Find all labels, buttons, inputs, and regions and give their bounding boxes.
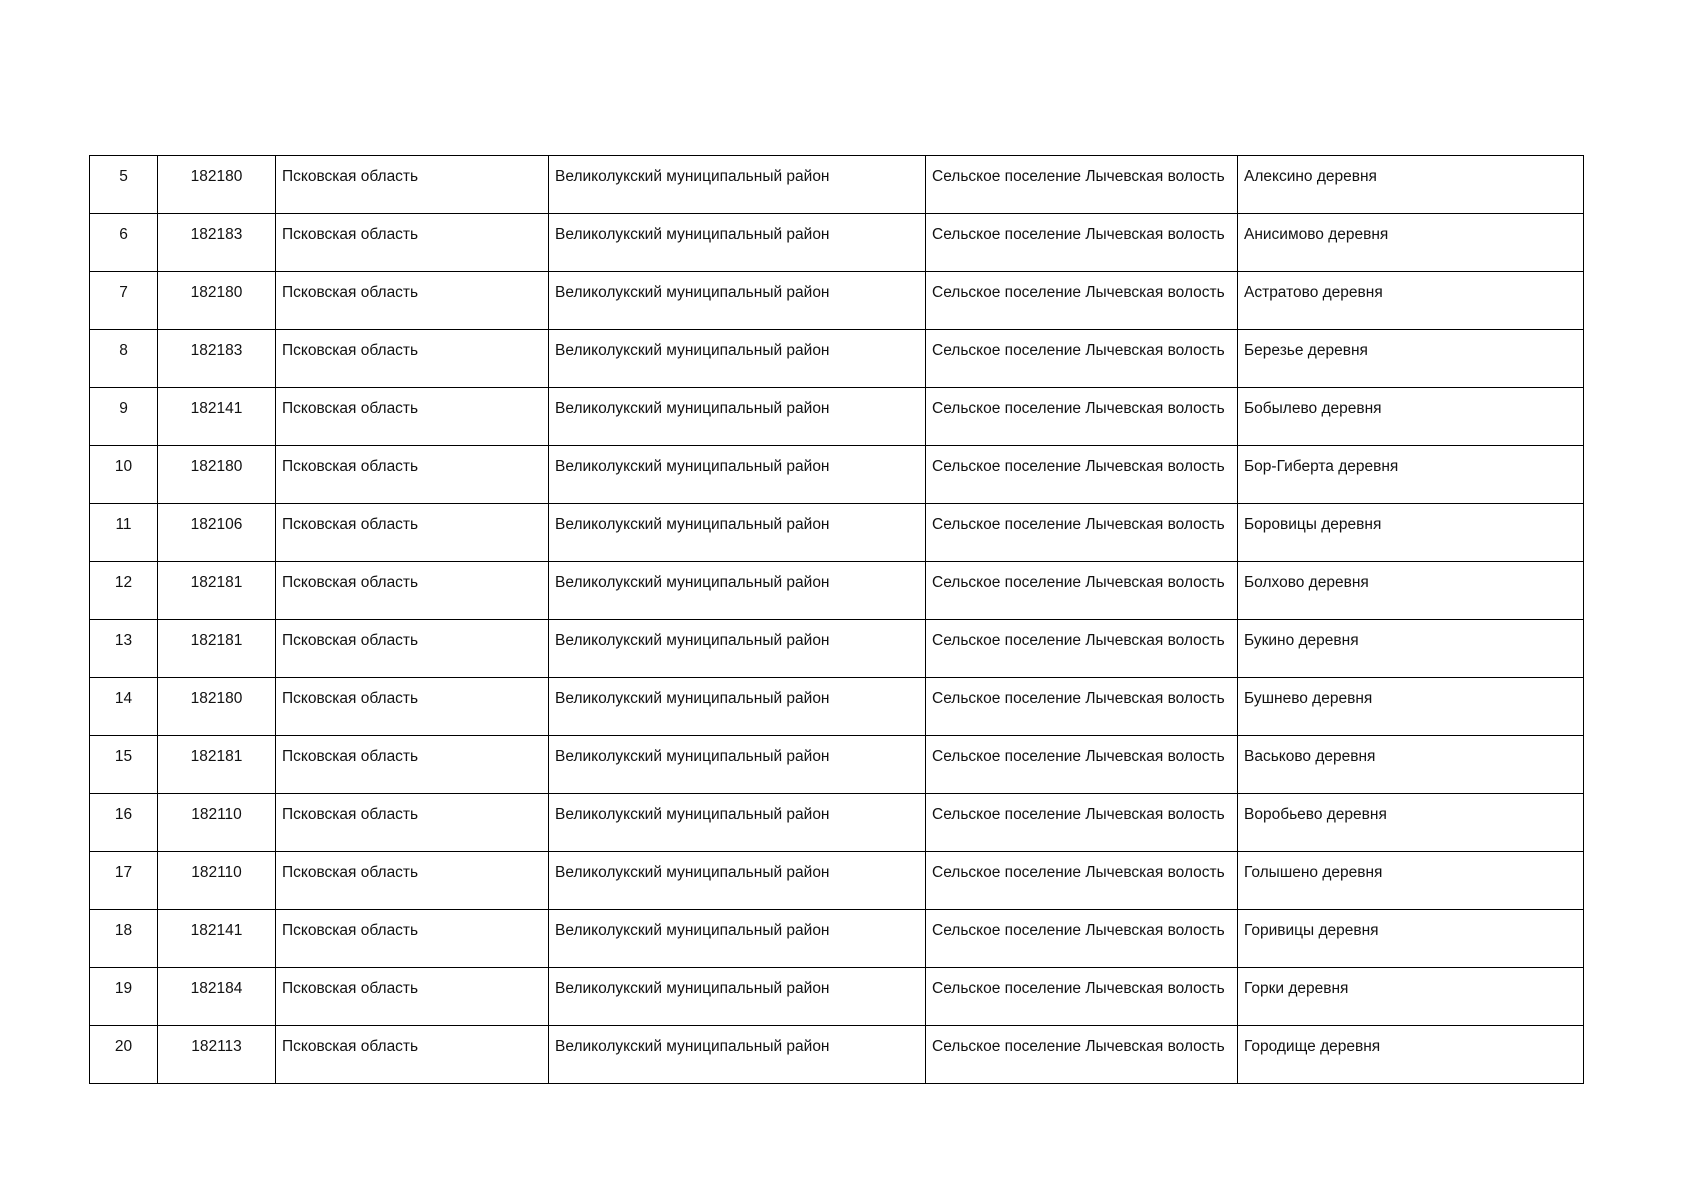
postal-index-cell: 182183 bbox=[158, 330, 276, 388]
row-number-cell: 5 bbox=[90, 156, 158, 214]
postal-index-cell: 182110 bbox=[158, 794, 276, 852]
row-number-cell: 19 bbox=[90, 968, 158, 1026]
row-number-cell: 16 bbox=[90, 794, 158, 852]
settlement-cell: Сельское поселение Лычевская волость bbox=[926, 910, 1238, 968]
settlement-cell: Сельское поселение Лычевская волость bbox=[926, 446, 1238, 504]
district-cell: Великолукский муниципальный район bbox=[549, 678, 926, 736]
district-cell: Великолукский муниципальный район bbox=[549, 852, 926, 910]
table-row bbox=[90, 504, 1584, 562]
region-cell: Псковская область bbox=[276, 1026, 549, 1084]
locality-cell: Горивицы деревня bbox=[1238, 910, 1584, 968]
settlement-cell: Сельское поселение Лычевская волость bbox=[926, 214, 1238, 272]
settlement-cell: Сельское поселение Лычевская волость bbox=[926, 388, 1238, 446]
region-cell: Псковская область bbox=[276, 736, 549, 794]
table-row bbox=[90, 910, 1584, 968]
table-row bbox=[90, 1026, 1584, 1084]
locality-cell: Букино деревня bbox=[1238, 620, 1584, 678]
table-row bbox=[90, 446, 1584, 504]
region-cell: Псковская область bbox=[276, 330, 549, 388]
district-cell: Великолукский муниципальный район bbox=[549, 504, 926, 562]
settlement-cell: Сельское поселение Лычевская волость bbox=[926, 504, 1238, 562]
region-cell: Псковская область bbox=[276, 794, 549, 852]
locality-cell: Городище деревня bbox=[1238, 1026, 1584, 1084]
postal-index-cell: 182181 bbox=[158, 562, 276, 620]
table-row bbox=[90, 330, 1584, 388]
table-row bbox=[90, 678, 1584, 736]
locality-cell: Болхово деревня bbox=[1238, 562, 1584, 620]
row-number-cell: 17 bbox=[90, 852, 158, 910]
postal-index-cell: 182110 bbox=[158, 852, 276, 910]
postal-index-cell: 182141 bbox=[158, 910, 276, 968]
document-page bbox=[89, 155, 1583, 1084]
locality-cell: Боровицы деревня bbox=[1238, 504, 1584, 562]
locality-cell: Горки деревня bbox=[1238, 968, 1584, 1026]
postal-index-cell: 182106 bbox=[158, 504, 276, 562]
postal-index-cell: 182180 bbox=[158, 156, 276, 214]
postal-index-cell: 182183 bbox=[158, 214, 276, 272]
row-number-cell: 10 bbox=[90, 446, 158, 504]
region-cell: Псковская область bbox=[276, 678, 549, 736]
table-row bbox=[90, 562, 1584, 620]
region-cell: Псковская область bbox=[276, 272, 549, 330]
district-cell: Великолукский муниципальный район bbox=[549, 562, 926, 620]
district-cell: Великолукский муниципальный район bbox=[549, 794, 926, 852]
settlement-cell: Сельское поселение Лычевская волость bbox=[926, 968, 1238, 1026]
district-cell: Великолукский муниципальный район bbox=[549, 620, 926, 678]
locality-cell: Бушнево деревня bbox=[1238, 678, 1584, 736]
settlement-cell: Сельское поселение Лычевская волость bbox=[926, 678, 1238, 736]
row-number-cell: 20 bbox=[90, 1026, 158, 1084]
district-cell: Великолукский муниципальный район bbox=[549, 388, 926, 446]
settlement-cell: Сельское поселение Лычевская волость bbox=[926, 736, 1238, 794]
region-cell: Псковская область bbox=[276, 562, 549, 620]
row-number-cell: 18 bbox=[90, 910, 158, 968]
row-number-cell: 12 bbox=[90, 562, 158, 620]
row-number-cell: 15 bbox=[90, 736, 158, 794]
table-row bbox=[90, 156, 1584, 214]
locality-cell: Васьково деревня bbox=[1238, 736, 1584, 794]
table-row bbox=[90, 852, 1584, 910]
table-row bbox=[90, 620, 1584, 678]
region-cell: Псковская область bbox=[276, 156, 549, 214]
row-number-cell: 8 bbox=[90, 330, 158, 388]
settlement-cell: Сельское поселение Лычевская волость bbox=[926, 1026, 1238, 1084]
settlement-cell: Сельское поселение Лычевская волость bbox=[926, 794, 1238, 852]
district-cell: Великолукский муниципальный район bbox=[549, 910, 926, 968]
region-cell: Псковская область bbox=[276, 446, 549, 504]
locality-cell: Алексино деревня bbox=[1238, 156, 1584, 214]
region-cell: Псковская область bbox=[276, 968, 549, 1026]
row-number-cell: 14 bbox=[90, 678, 158, 736]
row-number-cell: 13 bbox=[90, 620, 158, 678]
region-cell: Псковская область bbox=[276, 388, 549, 446]
locality-cell: Воробьево деревня bbox=[1238, 794, 1584, 852]
region-cell: Псковская область bbox=[276, 504, 549, 562]
row-number-cell: 11 bbox=[90, 504, 158, 562]
region-cell: Псковская область bbox=[276, 214, 549, 272]
table-row bbox=[90, 968, 1584, 1026]
table-row bbox=[90, 214, 1584, 272]
table-row bbox=[90, 794, 1584, 852]
settlement-cell: Сельское поселение Лычевская волость bbox=[926, 156, 1238, 214]
settlement-cell: Сельское поселение Лычевская волость bbox=[926, 330, 1238, 388]
region-cell: Псковская область bbox=[276, 620, 549, 678]
locality-cell: Бор-Гиберта деревня bbox=[1238, 446, 1584, 504]
district-cell: Великолукский муниципальный район bbox=[549, 736, 926, 794]
settlement-cell: Сельское поселение Лычевская волость bbox=[926, 562, 1238, 620]
settlement-cell: Сельское поселение Лычевская волость bbox=[926, 852, 1238, 910]
district-cell: Великолукский муниципальный район bbox=[549, 156, 926, 214]
region-cell: Псковская область bbox=[276, 910, 549, 968]
postal-index-cell: 182180 bbox=[158, 446, 276, 504]
table-body bbox=[90, 156, 1584, 1084]
locality-cell: Березье деревня bbox=[1238, 330, 1584, 388]
locality-cell: Анисимово деревня bbox=[1238, 214, 1584, 272]
postal-index-cell: 182181 bbox=[158, 620, 276, 678]
region-cell: Псковская область bbox=[276, 852, 549, 910]
locality-cell: Голышено деревня bbox=[1238, 852, 1584, 910]
district-cell: Великолукский муниципальный район bbox=[549, 446, 926, 504]
locality-cell: Астратово деревня bbox=[1238, 272, 1584, 330]
locality-table bbox=[89, 155, 1584, 1084]
settlement-cell: Сельское поселение Лычевская волость bbox=[926, 272, 1238, 330]
locality-cell: Бобылево деревня bbox=[1238, 388, 1584, 446]
table-row bbox=[90, 736, 1584, 794]
table-row bbox=[90, 272, 1584, 330]
row-number-cell: 9 bbox=[90, 388, 158, 446]
postal-index-cell: 182184 bbox=[158, 968, 276, 1026]
district-cell: Великолукский муниципальный район bbox=[549, 1026, 926, 1084]
district-cell: Великолукский муниципальный район bbox=[549, 968, 926, 1026]
postal-index-cell: 182181 bbox=[158, 736, 276, 794]
settlement-cell: Сельское поселение Лычевская волость bbox=[926, 620, 1238, 678]
district-cell: Великолукский муниципальный район bbox=[549, 272, 926, 330]
row-number-cell: 6 bbox=[90, 214, 158, 272]
postal-index-cell: 182180 bbox=[158, 272, 276, 330]
postal-index-cell: 182141 bbox=[158, 388, 276, 446]
district-cell: Великолукский муниципальный район bbox=[549, 330, 926, 388]
postal-index-cell: 182180 bbox=[158, 678, 276, 736]
district-cell: Великолукский муниципальный район bbox=[549, 214, 926, 272]
row-number-cell: 7 bbox=[90, 272, 158, 330]
postal-index-cell: 182113 bbox=[158, 1026, 276, 1084]
table-row bbox=[90, 388, 1584, 446]
